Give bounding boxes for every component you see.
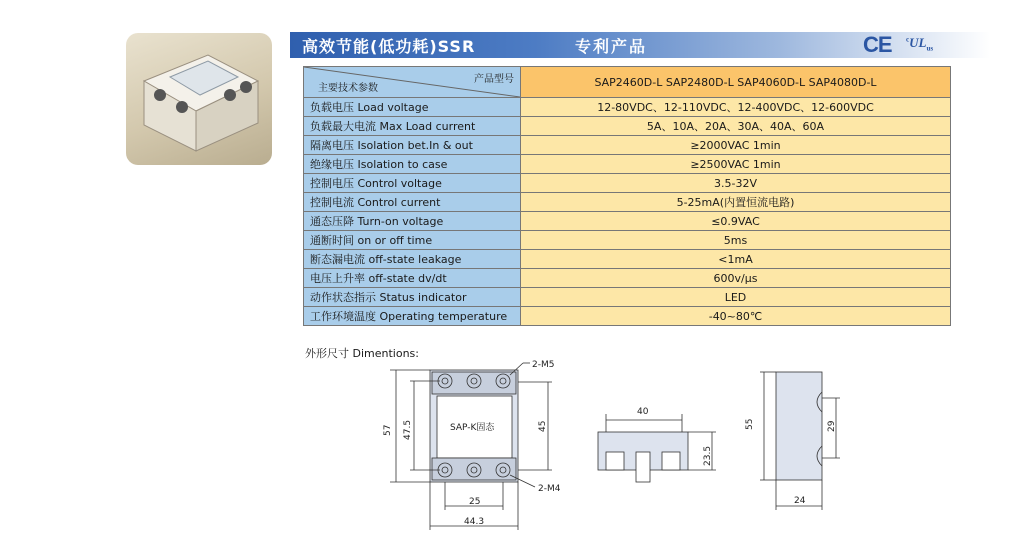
header-model-label: 产品型号 [474, 74, 514, 85]
header-title: 高效节能(低功耗)SSR [302, 37, 476, 56]
value-cell: ≥2500VAC 1min [521, 155, 951, 174]
param-cell: 负载最大电流 Max Load current [304, 117, 521, 136]
param-cell: 断态漏电流 off-state leakage [304, 250, 521, 269]
param-cell: 通态压降 Turn-on voltage [304, 212, 521, 231]
side-width-label: 40 [637, 407, 649, 417]
value-cell: -40~80℃ [521, 307, 951, 326]
header-models: SAP2460D-L SAP2480D-L SAP4060D-L SAP4080D-L [521, 67, 951, 98]
height-inner-label: 47.5 [403, 419, 413, 440]
value-cell: LED [521, 288, 951, 307]
param-cell: 负载电压 Load voltage [304, 98, 521, 117]
value-cell: ≥2000VAC 1min [521, 136, 951, 155]
end-width-label: 24 [794, 496, 806, 506]
param-cell: 绝缘电压 Isolation to case [304, 155, 521, 174]
screw-bottom-label: 2-M4 [538, 484, 561, 494]
value-cell: 5-25mA(内置恒流电路) [521, 193, 951, 212]
value-cell: 3.5-32V [521, 174, 951, 193]
param-cell: 控制电压 Control voltage [304, 174, 521, 193]
end-height-label: 55 [745, 418, 755, 430]
ul-mark: $^cUL_{us}$ [906, 35, 934, 53]
param-cell: 动作状态指示 Status indicator [304, 288, 521, 307]
ce-mark: CE [863, 32, 892, 57]
end-inner-label: 29 [827, 420, 837, 432]
value-cell: ≤0.9VAC [521, 212, 951, 231]
end-view [760, 372, 840, 510]
value-cell: 5A、10A、20A、30A、40A、60A [521, 117, 951, 136]
height-right-label: 45 [538, 420, 548, 432]
value-cell: <1mA [521, 250, 951, 269]
header-subtitle: 专利产品 [575, 37, 648, 56]
side-height-label: 23.5 [703, 445, 713, 466]
param-cell: 通断时间 on or off time [304, 231, 521, 250]
screw-top-label: 2-M5 [532, 360, 555, 370]
side-view [598, 414, 716, 482]
param-cell: 电压上升率 off-state dv/dt [304, 269, 521, 288]
value-cell: 12-80VDC、12-110VDC、12-400VDC、12-600VDC [521, 98, 951, 117]
height-outer-label: 57 [383, 424, 393, 436]
width-hole-label: 25 [469, 497, 481, 507]
param-cell: 控制电流 Control current [304, 193, 521, 212]
front-device-label: SAP-K固态 [450, 423, 495, 433]
width-total-label: 44.3 [464, 517, 485, 527]
dimensions-label: 外形尺寸 Dimentions: [305, 347, 419, 360]
param-cell: 隔离电压 Isolation bet.In & out [304, 136, 521, 155]
header-params-label: 主要技术参数 [318, 83, 378, 94]
param-cell: 工作环境温度 Operating temperature [304, 307, 521, 326]
value-cell: 600v/μs [521, 269, 951, 288]
value-cell: 5ms [521, 231, 951, 250]
